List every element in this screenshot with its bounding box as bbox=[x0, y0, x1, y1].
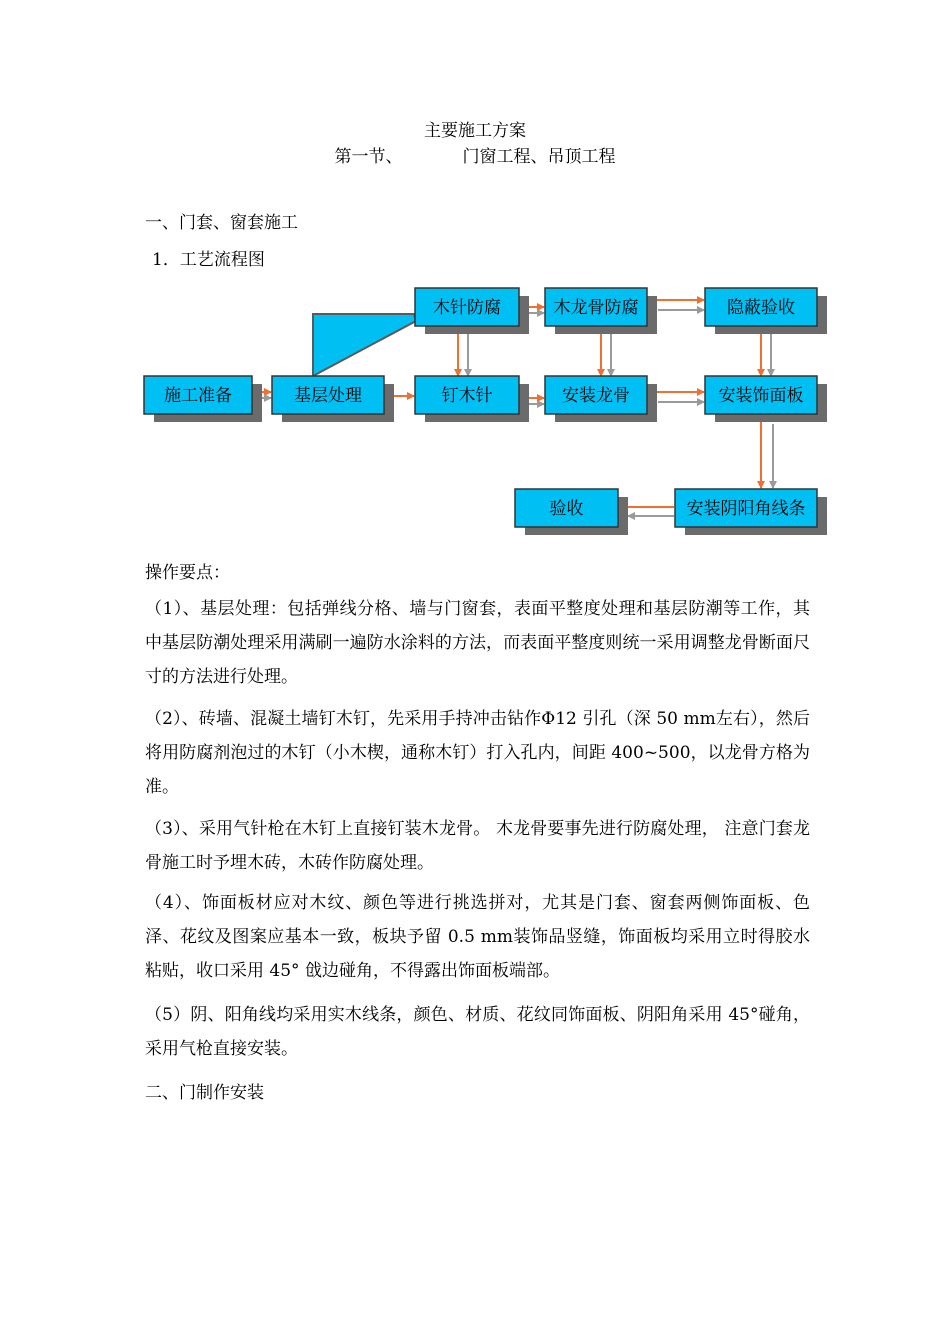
ops-item-3: （3）、采用气针枪在木钉上直接钉装木龙骨。 木龙骨要事先进行防腐处理， 注意门套龙骨施工时予埋木砖，木砖作防腐处理。 bbox=[145, 819, 810, 873]
step-hidden-inspection bbox=[705, 288, 827, 334]
part2-heading: 二、门制作安装 bbox=[145, 1083, 264, 1103]
ops-heading: 操作要点： bbox=[145, 563, 230, 583]
box-label: 安装龙骨 bbox=[562, 386, 630, 406]
step-install-keel bbox=[545, 376, 657, 422]
process-flowchart bbox=[0, 0, 950, 560]
box-label: 验收 bbox=[549, 499, 584, 519]
step-wood-nail-antirot bbox=[415, 288, 529, 334]
section-number: 第一节、 bbox=[334, 147, 403, 167]
ops-item-2: （2）、砖墙、混凝土墙钉木钉，先采用手持冲击钻作Φ12 引孔（深 50 mm左右），然后将用防腐剂泡过的木钉（小木楔，通称木钉）打入孔内，间距 400~500，以龙骨方格为准。 bbox=[145, 709, 810, 797]
box-label: 安装阴阳角线条 bbox=[686, 499, 806, 519]
box-label: 木针防腐 bbox=[433, 298, 501, 318]
step-install-corner-line bbox=[675, 489, 827, 535]
flow-steps bbox=[144, 288, 827, 535]
box-label: 木龙骨防腐 bbox=[553, 298, 639, 318]
ops-item-5: （5）阴、阳角线均采用实木线条，颜色、材质、花纹同饰面板、阴阳角采用 45°碰角，采用气枪直接安装。 bbox=[145, 1005, 810, 1059]
step-prep bbox=[144, 376, 262, 422]
doc-title: 主要施工方案 bbox=[424, 121, 526, 141]
section-name: 门窗工程、吊顶工程 bbox=[462, 147, 616, 167]
box-label: 钉木针 bbox=[441, 386, 493, 406]
step-acceptance bbox=[515, 489, 628, 535]
wedge-connector bbox=[313, 314, 416, 376]
step-nail-wood bbox=[415, 376, 529, 422]
step-base bbox=[272, 376, 394, 422]
ops-item-4: （4）、饰面板材应对木纹、颜色等进行挑选拼对，尤其是门套、窗套两侧饰面板、色泽、花纹及图案应基本一致，板块予留 0.5 mm装饰品竖缝，饰面板均采用立时得胶水粘贴，收口采用 45° 戗边碰角，不得露出饰面板端部。 bbox=[145, 893, 810, 981]
box-label: 基层处理 bbox=[294, 386, 362, 406]
box-label: 安装饰面板 bbox=[718, 386, 804, 406]
box-label: 隐蔽验收 bbox=[727, 298, 795, 318]
flowchart-heading: 1．工艺流程图 bbox=[152, 250, 265, 270]
step-keel-antirot bbox=[545, 288, 657, 334]
part1-heading: 一、门套、窗套施工 bbox=[145, 213, 298, 233]
ops-item-1: （1）、基层处理：包括弹线分格、墙与门窗套，表面平整度处理和基层防潮等工作，其中基层防潮处理采用满刷一遍防水涂料的方法，而表面平整度则统一采用调整龙骨断面尺寸的方法进行处理。 bbox=[145, 599, 810, 687]
step-install-panel bbox=[705, 376, 827, 422]
box-label: 施工准备 bbox=[164, 386, 232, 406]
